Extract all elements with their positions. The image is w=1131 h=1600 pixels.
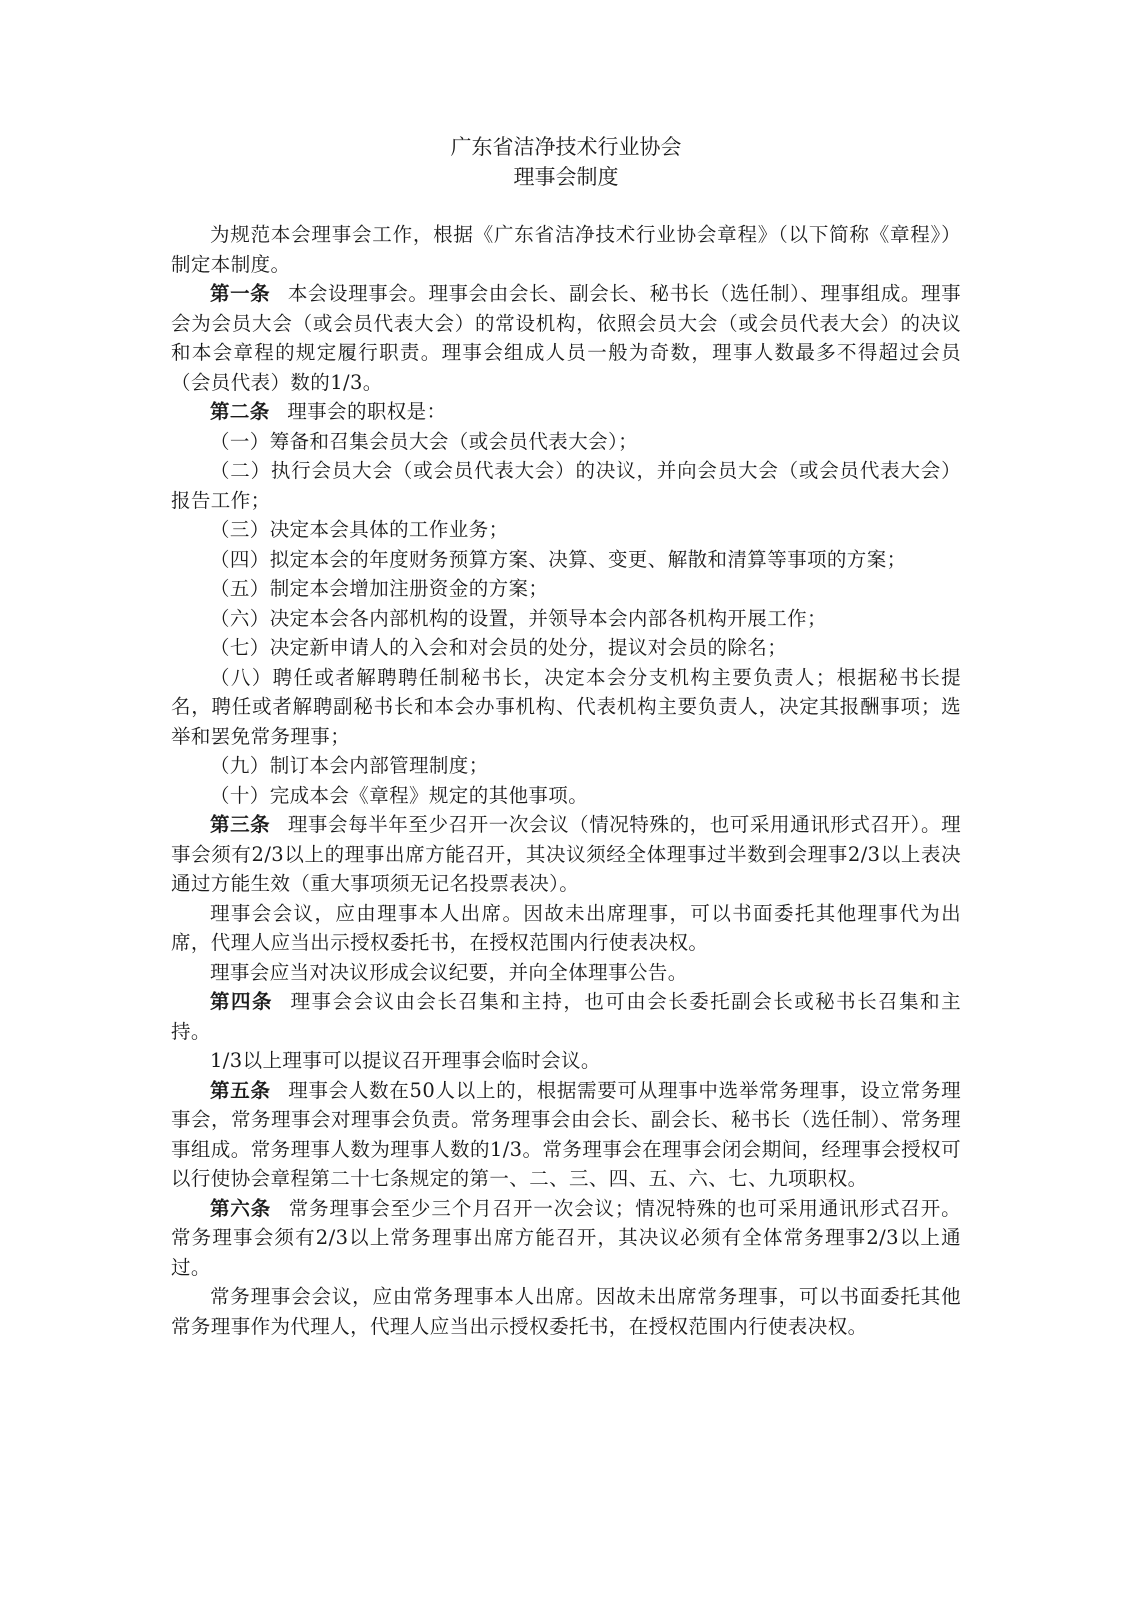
article-2-item-6: （六）决定本会各内部机构的设置，并领导本会内部各机构开展工作； xyxy=(210,606,827,630)
article-5 xyxy=(171,1076,961,1194)
article-2-item-9: （九）制订本会内部管理制度； xyxy=(210,754,489,777)
article-1-label: 第一条 xyxy=(210,282,271,305)
article-2-item-2: （二）执行会员大会（或会员代表大会）的决议，并向会员大会（或会员代表大会）报告工作； xyxy=(171,459,961,512)
article-3-label: 第三条 xyxy=(210,813,271,836)
article-4-label: 第四条 xyxy=(210,990,273,1013)
article-6 xyxy=(171,1194,961,1283)
document-subtitle: 理事会制度 xyxy=(513,165,619,189)
article-6-paragraph-2: 常务理事会会议，应由常务理事本人出席。因故未出席常务理事，可以书面委托其他常务理事作为代理人，代理人应当出示授权委托书，在授权范围内行使表决权。 xyxy=(171,1285,961,1338)
article-4-paragraph-2: 1/3以上理事可以提议召开理事会临时会议。 xyxy=(210,1049,601,1072)
article-1 xyxy=(171,279,961,397)
intro-paragraph: 为规范本会理事会工作，根据《广东省洁净技术行业协会章程》（以下简称《章程》）制定本制度。 xyxy=(171,223,961,276)
article-2-item-4: （四）拟定本会的年度财务预算方案、决算、变更、解散和清算等事项的方案； xyxy=(210,547,907,571)
article-1-text: 本会设理事会。理事会由会长、副会长、秘书长（选任制）、理事组成。理事会为会员大会（或会员代表大会）的常设机构，依照会员大会（或会员代表大会）的决议和本会章程的规定履行职责。理事会组成人员一般为奇数，理事人数最多不得超过会员（会员代表）数的1/3。 xyxy=(171,282,961,394)
article-3-paragraph-3: 理事会应当对决议形成会议纪要，并向全体理事公告。 xyxy=(210,960,688,984)
article-2-text: 理事会的职权是： xyxy=(287,400,447,423)
article-2-item-10: （十）完成本会《章程》规定的其他事项。 xyxy=(210,783,589,807)
document-title: 广东省洁净技术行业协会 xyxy=(450,135,682,159)
article-2-item-8: （八）聘任或者解聘聘任制秘书长，决定本会分支机构主要负责人；根据秘书长提名，聘任或者解聘副秘书长和本会办事机构、代表机构主要负责人，决定其报酬事项；选举和罢免常务理事； xyxy=(171,665,961,748)
article-2 xyxy=(171,397,961,427)
article-2-item-1: （一）筹备和召集会员大会（或会员代表大会）； xyxy=(210,429,639,453)
article-3-paragraph-2: 理事会会议，应由理事本人出席。因故未出席理事，可以书面委托其他理事代为出席，代理人应当出示授权委托书，在授权范围内行使表决权。 xyxy=(171,901,961,954)
article-3-text: 理事会每半年至少召开一次会议（情况特殊的，也可采用通讯形式召开）。理事会须有2/3以上的理事出席方能召开，其决议须经全体理事过半数到会理事2/3以上表决通过方能生效（重大事项须无记名投票表决）。 xyxy=(171,813,961,895)
article-2-label: 第二条 xyxy=(210,400,270,423)
article-6-label: 第六条 xyxy=(210,1196,272,1220)
article-5-text: 理事会人数在50人以上的，根据需要可从理事中选举常务理事，设立常务理事会，常务理事会对理事会负责。常务理事会由会长、副会长、秘书长（选任制）、常务理事组成。常务理事人数为理事人数的1/3。常务理事会在理事会闭会期间，经理事会授权可以行使协会章程第二十七条规定的第一、二、三、四、五、六、七、九项职权。 xyxy=(171,1078,961,1190)
article-6-text: 常务理事会至少三个月召开一次会议；情况特殊的也可采用通讯形式召开。常务理事会须有2/3以上常务理事出席方能召开，其决议必须有全体常务理事2/3以上通过。 xyxy=(171,1196,962,1279)
article-2-item-5: （五）制定本会增加注册资金的方案； xyxy=(210,577,549,600)
article-2-item-3: （三）决定本会具体的工作业务； xyxy=(210,518,509,541)
article-2-item-7: （七）决定新申请人的入会和对会员的处分，提议对会员的除名； xyxy=(210,636,788,659)
article-4 xyxy=(171,987,961,1046)
document-page xyxy=(171,132,961,1341)
article-4-text: 理事会会议由会长召集和主持，也可由会长委托副会长或秘书长召集和主持。 xyxy=(171,990,961,1043)
article-3 xyxy=(171,810,961,899)
title-block xyxy=(171,132,961,192)
article-5-label: 第五条 xyxy=(210,1078,271,1102)
